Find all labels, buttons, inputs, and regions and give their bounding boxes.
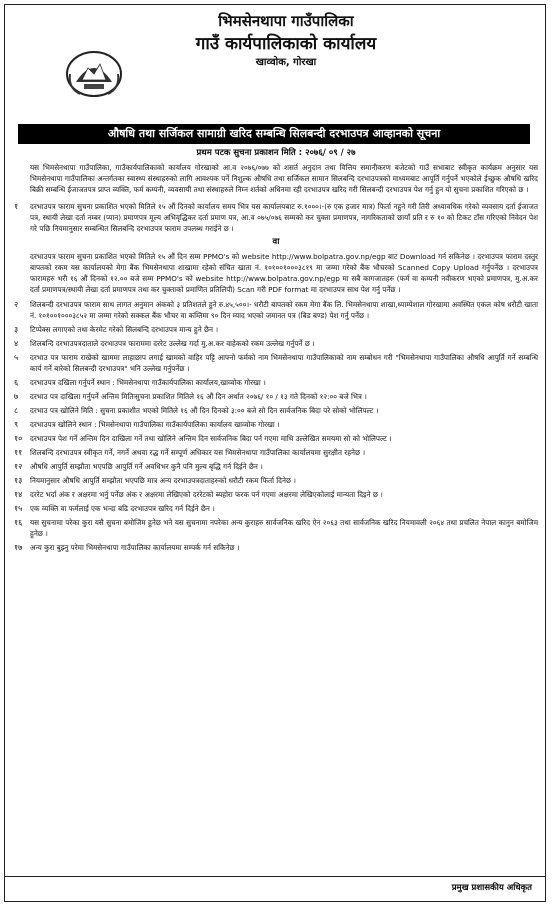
signature-divider xyxy=(4,876,546,877)
item-number: ७ xyxy=(14,392,19,401)
item-number: ५ xyxy=(14,353,19,362)
item-text: दरभाउ पत्र खोलिने मिति : सुचना प्रकाशीत भएको मितिले १६ औं दिन दिनको ३:०० बजे सो दिन सार्वजनिक बिदा परे सोको भोलिपल्ट । xyxy=(30,406,379,415)
item-number: १ xyxy=(14,202,19,211)
item-text: दरभाउपत्र फाराम सुचना प्रकाशित भएको मितिले १५ औं दिनको कार्यालय समय भित्र यस कार्यालयबाट रु.१०००।-(रु एक हजार मात्र) फिर्ता नहुने गरी तिरी अध्यावधिक गरेको व्यवसाय दर्ता ईजाजत पत्र, स्थायी लेखा दर्ता नम्बर (प्यान) प्रमाणपत्र मूल्य अभिवृद्धिकर दर्ता प्रमाण पत्र, आ.व ०७५/०७६ सम्मको कर चुक्ता प्रमाणपत्र, नागरिकताको छायाँ प्रति र रु १० को टिकट टाँस गरिएको निवेदन पेश गरे पछि नियमानुसार सम्बन्धित सिलबन्दि दरभाउपत्र फाराम उपलब्ध गराईने छ । xyxy=(30,202,538,233)
signature-title: प्रमुख प्रशासकीय अधिकृत xyxy=(451,883,532,893)
item-number: ११ xyxy=(14,448,23,457)
list-item xyxy=(14,461,538,472)
item-number: ३ xyxy=(14,325,19,334)
conditions-list xyxy=(14,299,538,553)
list-item xyxy=(14,338,538,349)
item-text: शिलबन्दि दरभाउपत्र स्वीकृत गर्ने, नगर्ने अथवा रद्ध गर्ने सम्पूर्ण अधिकार यस भिमसेनथापा गाउँपालिका कार्यालयमा सुरक्षीत रहनेछ । xyxy=(30,448,366,457)
item-text: नियमानुसार औषधि आपुर्ति सम्झौता भएपछि मात्र अन्य दरभाउपत्रदाताहरुको धरौटी रकम फिर्ता दिनेछ । xyxy=(30,476,297,485)
item-text: एक व्यक्ति वा फर्मलाई एक भन्दा बढि दरभाउपत्र खरिद गर्न दिईने छैन । xyxy=(30,504,215,513)
list-item xyxy=(14,391,538,402)
item-text: दरभाउपत्र खोलिने स्थान : भिमसेनथापा गाउँपालिका गाउँकार्यपालिका कार्यालय खाव्वोक गोरखा । xyxy=(30,420,280,429)
item-text: शिलबन्दि दरभाउपत्रदाताले दरभाउपत्र फाराममा दररेट उल्लेख गर्दा मु.अ.कर वाहेकको रकम उल्लेख गर्नुपर्ने छ । xyxy=(30,339,315,348)
item-number: ८ xyxy=(14,406,19,415)
list-item xyxy=(14,352,538,374)
alternative-paragraph: दरभाउपत्र फाराम सुचना प्रकाशित भएको मितिले १५ औं दिन सम्म PPMO's को website http://www.bolpatra.gov.np/egp बाट Download गर्न सकिनेछ । दरभाउपत्र फाराम दस्तुर बापतको रकम यस कार्यालयको मेगा बैंक भिमसेनथापा शाखामा रहेको संचित खाता नं. १०१००१०००३८१९ मा जम्मा गरेको बैंक भौचरको Scanned Copy Upload गर्नुपर्नेछ । दरभाउपत्र फारामहरु भरी १६ औं दिनको १२.०० बजे सम्म PPMO's को website http://www.bolpatra.gov.np/egp मा सबै कागजातहरु (फर्म वा कम्पनी नवीकरण भएको प्रमाणपत्र, मु.अ.कर दर्ता प्रमाणपत्र/स्थायी लेखा दर्ता प्रमाणपत्र तथा कर चुक्ताको प्रमाणित प्रतिलिपी) Scan गरी PDF format मा दरभाउपत्र साथ पेश गर्नु पर्नेछ । xyxy=(30,252,538,294)
intro-paragraph: यस भिमसेनथापा गाउँपालिका, गाउँकार्यपालिकाको कार्यालय गोरखाको आ.व २०७६/०७७ को शसर्त अनुदान तथा वित्तिय समानीकरण बजेटको गाउँ सभाबाट स्वीकृत कार्यक्रम अनुसार यस भिमसेनथापा गाउँपालिका अन्तर्गतका स्वास्थ्य संस्थाहरुको लागि आवश्यक पर्ने निशुल्क औषधि तथा सर्जिकल सामान सिलबन्दि दरभाउपत्रको माध्यमबाट आपूर्ति गर्नुपर्ने भएकोले ईच्छुक औषधि खरिद बिक्री सम्बन्धि ईजाजतपत्र प्राप्त व्यक्ति, फर्म कम्पनी, व्यवसायी तथा संस्थाहरुले निम्न शर्तको अधिनमा रही दरभाउपत्र खरिद गरी सिलबन्दी दरभाउपत्र पेश गर्नु हुन यो सुचना प्रकाशित गरिएको छ । xyxy=(30,163,538,194)
list-item xyxy=(14,542,538,553)
list-item xyxy=(14,475,538,486)
item-number: ६ xyxy=(14,378,19,387)
item-number: १५ xyxy=(14,504,23,513)
item-number: १४ xyxy=(14,490,23,499)
item-text: टिप्पेक्स लगाएको तथा केरमेट गरेको सिलबन्दि दरभाउपत्र मान्य हुने छैन । xyxy=(30,325,219,334)
item-number: २ xyxy=(14,300,19,309)
list-item xyxy=(14,517,538,539)
item-number: १२ xyxy=(14,462,23,471)
header xyxy=(0,10,552,70)
item-text: औषधि आपुर्ति सम्झौता भएपछि आपुर्ति गर्ने अवधिभर कुनै पनि मुल्य बृद्धि गर्न दिईने छैन । xyxy=(30,462,263,471)
list-item xyxy=(14,299,538,321)
item-text: दरभाउपत्र पेश गर्ने अन्तिम दिन दाखिला गर्ने तथा खोलिने अन्तिम दिन सार्वजनिक बिदा पर्न गएमा माथि उल्लेखित समयमा सो को भोलिपल्ट । xyxy=(30,434,392,443)
item-text: दरभाउपत्र दखिला गर्नुपर्ने स्थान : भिमसेनथापा गाउँकार्यपालिका कार्यालय,खाव्वोक गोरखा । xyxy=(30,378,266,387)
org-name: भिमसेनथापा गाउँपालिका xyxy=(218,12,354,30)
list-item xyxy=(14,447,538,458)
first-publication-date: प्रथम पटक सुचना प्रकाशन मिति : २०७६/ ०९ / २७ xyxy=(196,148,356,158)
list-item xyxy=(14,433,538,444)
item-text: यस सुचनामा परेका कुरा यसै सुचना बमोजिम हुनेछ भने यस सुचनामा नपरेका अन्य कुराहरु सार्वजनिक खरिद ऐन २०६३ तथा सार्वजनिक खरिद नियमावली २०६४ तथा प्रचलित नेपाल कानुन बमोजिम हुनेछ । xyxy=(30,518,538,538)
list-item xyxy=(14,419,538,430)
item-number: १३ xyxy=(14,476,23,485)
item-text: दररेट भर्दा अंक र अक्षरमा भर्नु पर्नेछ अंक र अक्षरमा लेखिएको दररेटको ब्यहोरा फरक पर्न गएमा अक्षरमा लेखिएकोलाई मान्यता दिइने छ । xyxy=(30,490,383,499)
item-number: ९ xyxy=(14,420,19,429)
office-address: खाव्वोक, गोरखा xyxy=(255,57,317,68)
item-text: दरभाउ पत्र दाखिला गर्नुपर्ने अन्तिम मितिःसुचना प्रकाशित मितिले १६ औं दिन अर्थात २०७६/ १० / १३ गते दिनको १२:०० बजे भित्र । xyxy=(30,392,367,401)
list-item xyxy=(14,405,538,416)
list-item xyxy=(14,324,538,335)
item-text: शिलबन्दी दरभाउपत्र फाराम साथ लागत अनुमान अंकको ३ प्रतिशतले हुने रु.४५,५००।- धरौटी बापतको रकम मेगा बैंक लि. भिमसेनथापा शाखा,ध्याम्पेशाल गोरखामा अवस्थित एकल कोष धरौटी खाता नं. १०१००१०००३८५२ मा जम्मा गरेको सक्कल बैंक भौचर वा कम्तिमा ९० दिन म्याद भएको जमानत पत्र (बिड बण्ड) पेश गर्नु पर्नेछ । xyxy=(30,300,538,320)
item-number: १६ xyxy=(14,518,23,527)
list-item xyxy=(14,377,538,388)
or-separator: वा xyxy=(272,237,280,247)
office-name: गाउँ कार्यपालिकाको कार्यालय xyxy=(195,34,377,54)
item-number: १७ xyxy=(14,543,23,552)
list-item xyxy=(14,489,538,500)
list-item xyxy=(14,503,538,514)
notice-title: औषधि तथा सर्जिकल सामाग्री खरिद सम्बन्धि सिलबन्दी दरभाउपत्र आव्हानको सूचना xyxy=(18,124,530,144)
item-number: १० xyxy=(14,434,23,443)
item-text: दरभाउ पत्र फाराम राखेको खाममा लाहाछाप लगाई खामको वाहिर पट्टि आफ्नो फर्मको नाम भिमसेनथापा गाउँपालिकाको नाम सम्बोधन गरी "भिमसेनथापा गाउँपालिका औषधि आपुर्ति गर्ने सम्बन्धि कार्य गर्ने बारेको सिलबन्दी दरभाउपत्र" भनि उल्लेख गर्नुपर्नेछ । xyxy=(30,353,538,373)
notice-body xyxy=(14,162,538,556)
item-text: अन्य कुरा बुझ्नु परेमा भिमसेनथापा गाउँपालिका कार्यालयमा सम्पर्क गर्न सकिनेछ । xyxy=(30,543,240,552)
list-item xyxy=(14,201,538,234)
item-number: ४ xyxy=(14,339,19,348)
